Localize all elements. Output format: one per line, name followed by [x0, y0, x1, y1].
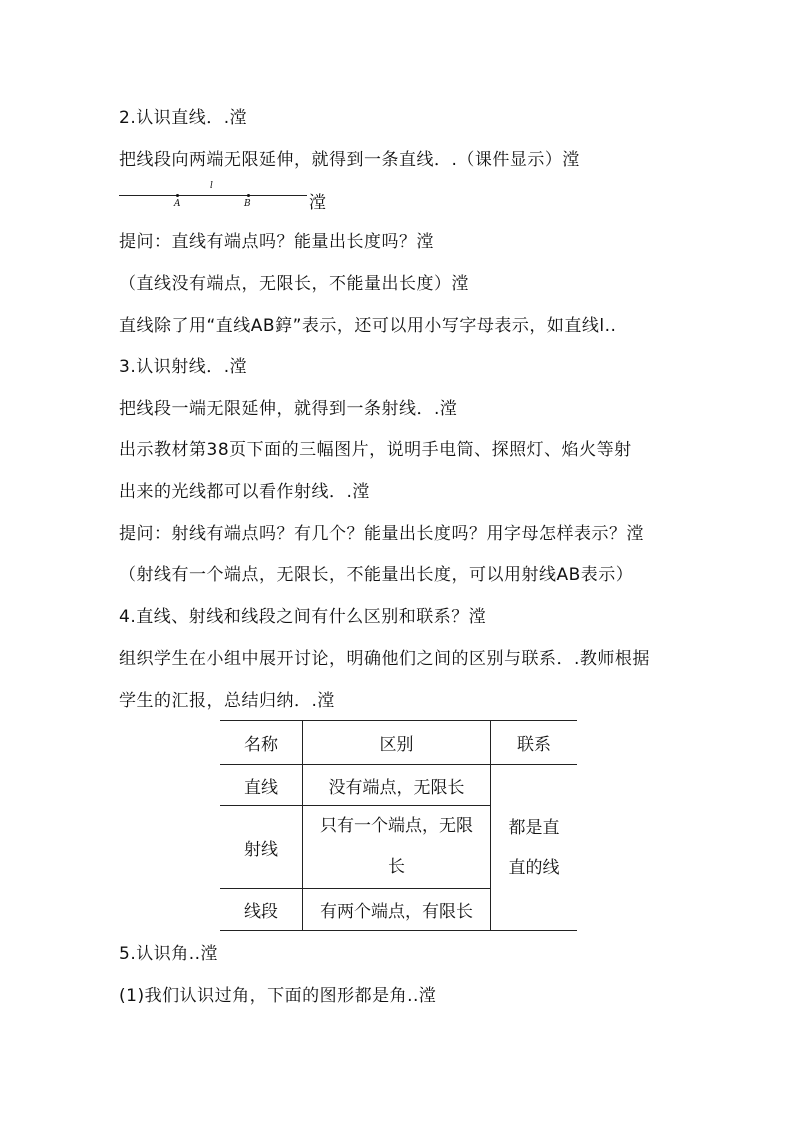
- heading-line: 2.认识直线．.漟: [119, 108, 248, 128]
- table-header-row: [220, 721, 577, 765]
- heading-line: 5.认识角..漟: [119, 944, 219, 964]
- table-row: [220, 765, 577, 806]
- diff-text: 只有一个端点，无限: [320, 816, 473, 836]
- table-header-cell: 区别: [303, 721, 491, 765]
- diff-text: 长: [388, 857, 405, 877]
- paragraph-line: 提问：直线有端点吗？能量出长度吗？漟: [119, 232, 434, 252]
- paragraph-line: 组织学生在小组中展开讨论，明确他们之间的区别与联系．.教师根据: [119, 649, 650, 669]
- heading-line: 4.直线、射线和线段之间有什么区别和联系？漟: [119, 607, 487, 627]
- paragraph-line: 学生的汇报，总结归纳．.漟: [119, 691, 335, 711]
- paragraph-line: 把线段一端无限延伸，就得到一条射线．.漟: [119, 399, 458, 419]
- point-b: [247, 194, 250, 197]
- paragraph-line: (1)我们认识过角，下面的图形都是角..漟: [119, 986, 437, 1006]
- table-cell-diff: [303, 806, 491, 889]
- point-a: [176, 194, 179, 197]
- heading-line: 3.认识射线．.漟: [119, 357, 248, 377]
- table-header-cell: 名称: [220, 721, 303, 765]
- table-cell-diff: 有两个端点，有限长: [303, 889, 491, 931]
- point-a-label: A: [174, 199, 181, 209]
- table-header-cell: 联系: [491, 721, 578, 765]
- table-cell-relation: [491, 765, 578, 931]
- point-b-label: B: [244, 199, 251, 209]
- table-cell-name: 线段: [220, 889, 303, 931]
- figure-trail-mark: 漟: [309, 193, 326, 213]
- paragraph-line: （射线有一个端点，无限长，不能量出长度，可以用射线AB表示）: [119, 565, 634, 585]
- paragraph-line: 提问：射线有端点吗？有几个？能量出长度吗？用字母怎样表示？漟: [119, 524, 644, 544]
- relation-text: 直的线: [508, 857, 560, 878]
- paragraph-line: 出来的光线都可以看作射线．.漟: [119, 482, 370, 502]
- comparison-table: [220, 720, 577, 931]
- paragraph-line: （直线没有端点，无限长，不能量出长度）漟: [119, 274, 469, 294]
- table-cell-diff: 没有端点，无限长: [303, 765, 491, 806]
- paragraph-line: 出示教材第38页下面的三幅图片，说明手电筒、探照灯、焰火等射: [119, 440, 632, 460]
- relation-text: 都是直: [508, 817, 560, 838]
- table-cell-name: 射线: [220, 806, 303, 889]
- straight-line: [119, 195, 307, 196]
- line-label: l: [210, 181, 213, 191]
- paragraph-line: 把线段向两端无限延伸，就得到一条直线．.（课件显示）漟: [119, 150, 580, 170]
- table-cell-name: 直线: [220, 765, 303, 806]
- paragraph-line: 直线除了用“直线AB錞”表示，还可以用小写字母表示，如直线l..: [119, 316, 617, 336]
